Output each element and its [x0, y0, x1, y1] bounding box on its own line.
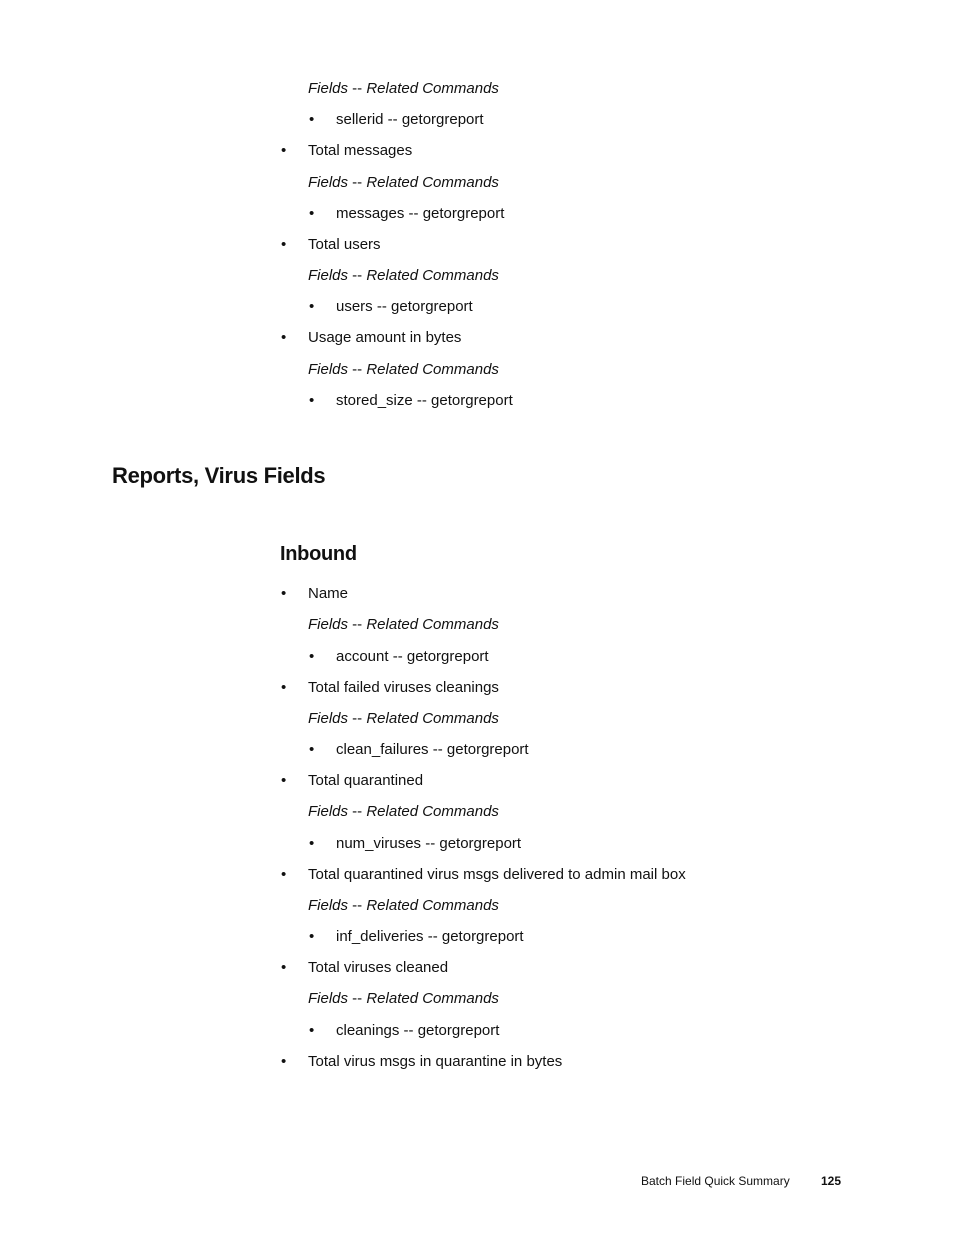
bullet-icon: • — [281, 866, 287, 883]
command-item: inf_deliveries -- getorgreport — [336, 928, 524, 945]
bullet-icon: • — [309, 928, 315, 945]
field-item: Total messages — [308, 142, 413, 159]
field-item: Total quarantined virus msgs delivered to admin mail box — [308, 866, 686, 883]
field-item: Total users — [308, 236, 381, 253]
fields-related-heading: Fields -- Related Commands — [308, 897, 499, 914]
command-item: users -- getorgreport — [336, 298, 473, 315]
subsection-title: Inbound — [280, 543, 357, 565]
section-title: Reports, Virus Fields — [112, 463, 326, 488]
fields-related-heading: Fields -- Related Commands — [308, 361, 499, 378]
bullet-icon: • — [309, 111, 315, 128]
fields-related-heading: Fields -- Related Commands — [308, 990, 499, 1007]
fields-related-heading: Fields -- Related Commands — [308, 803, 499, 820]
bullet-icon: • — [309, 648, 315, 665]
bullet-icon: • — [281, 329, 287, 346]
command-item: cleanings -- getorgreport — [336, 1022, 500, 1039]
field-item: Total failed viruses cleanings — [308, 679, 499, 696]
bullet-icon: • — [281, 142, 287, 159]
command-item: account -- getorgreport — [336, 648, 489, 665]
bullet-icon: • — [281, 959, 287, 976]
fields-related-heading: Fields -- Related Commands — [308, 267, 499, 284]
bullet-icon: • — [309, 835, 315, 852]
bullet-icon: • — [281, 236, 287, 253]
footer-title: Batch Field Quick Summary — [641, 1174, 790, 1188]
command-item: clean_failures -- getorgreport — [336, 741, 529, 758]
fields-related-heading: Fields -- Related Commands — [308, 80, 499, 97]
bullet-icon: • — [281, 679, 287, 696]
command-item: stored_size -- getorgreport — [336, 392, 513, 409]
field-item: Usage amount in bytes — [308, 329, 462, 346]
field-item: Total quarantined — [308, 772, 424, 789]
bullet-icon: • — [309, 298, 315, 315]
bullet-icon: • — [309, 205, 315, 222]
fields-related-heading: Fields -- Related Commands — [308, 174, 499, 191]
field-item: Name — [308, 585, 349, 602]
page-number: 125 — [821, 1174, 842, 1188]
bullet-icon: • — [281, 1053, 287, 1070]
bullet-icon: • — [309, 392, 315, 409]
bullet-icon: • — [309, 741, 315, 758]
command-item: messages -- getorgreport — [336, 205, 505, 222]
bullet-icon: • — [281, 772, 287, 789]
fields-related-heading: Fields -- Related Commands — [308, 616, 499, 633]
command-item: num_viruses -- getorgreport — [336, 835, 522, 852]
field-item: Total virus msgs in quarantine in bytes — [308, 1053, 563, 1070]
bullet-icon: • — [281, 585, 287, 602]
field-item: Total viruses cleaned — [308, 959, 449, 976]
fields-related-heading: Fields -- Related Commands — [308, 710, 499, 727]
bullet-icon: • — [309, 1022, 315, 1039]
command-item: sellerid -- getorgreport — [336, 111, 484, 128]
